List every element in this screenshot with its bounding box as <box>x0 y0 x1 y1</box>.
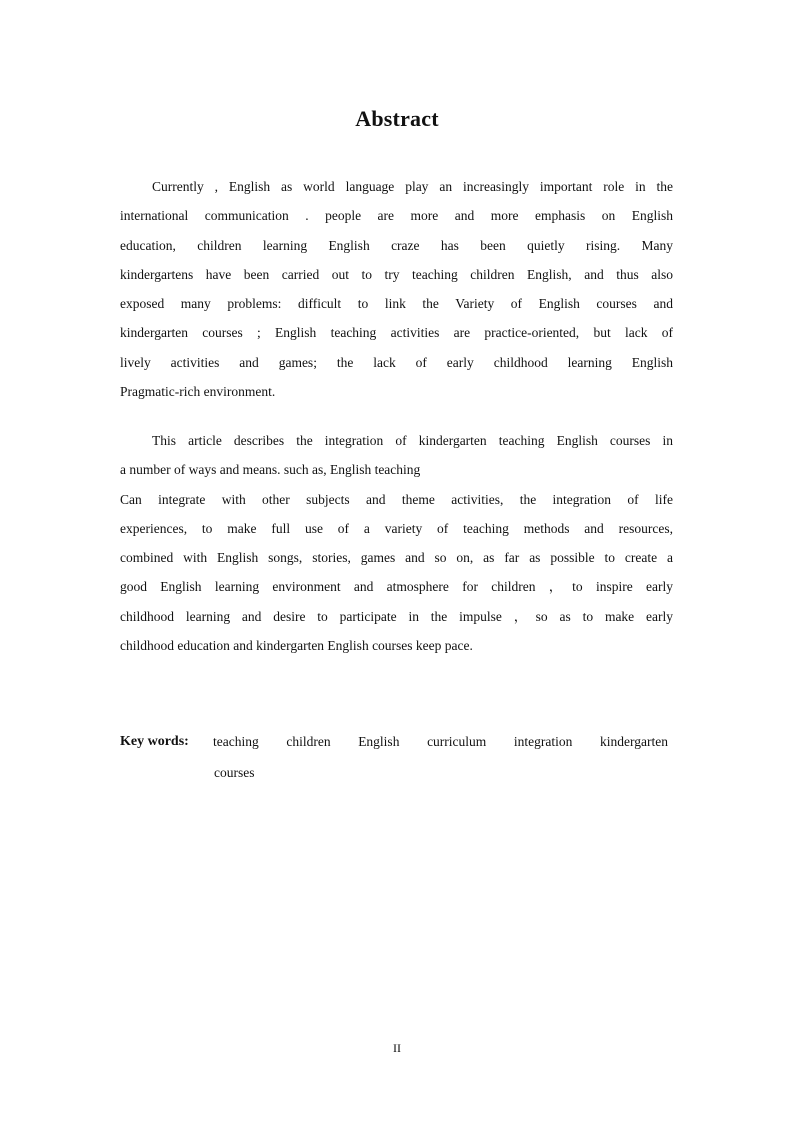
abstract-title: Abstract <box>355 106 439 131</box>
abstract-paragraph-2 <box>120 426 673 660</box>
paragraph-line: international communication . people are more and more emphasis on English <box>120 208 673 224</box>
paragraph-line: Currently , English as world language play an increasingly important role in the <box>152 179 673 194</box>
paragraph-line: childhood learning and desire to participate in the impulse ，so as to make early <box>120 608 673 624</box>
page-number: II <box>393 1041 401 1055</box>
keyword: teaching <box>213 734 259 749</box>
paragraph-line: kindergartens have been carried out to try teaching children English, and thus also <box>120 266 673 282</box>
paragraph-line: experiences, to make full use of a variety of teaching methods and resources, <box>120 520 673 536</box>
paragraph-line: a number of ways and means. such as, English teaching <box>120 462 421 478</box>
paragraph-line: Pragmatic-rich environment. <box>120 384 276 400</box>
paragraph-line: education, children learning English craze has been quietly rising. Many <box>120 237 673 253</box>
paragraph-line: kindergarten courses ; English teaching activities are practice-oriented, but lack of <box>120 325 673 341</box>
keyword: children <box>286 734 331 749</box>
paragraph-line: lively activities and games; the lack of early childhood learning English <box>120 354 673 370</box>
paragraph-line: Can integrate with other subjects and theme activities, the integration of life <box>120 491 673 507</box>
keyword: integration <box>513 734 573 749</box>
abstract-paragraph-1 <box>120 172 673 406</box>
keyword: curriculum <box>427 734 487 749</box>
paragraph-line: good English learning environment and atmosphere for children ，to inspire early <box>120 579 673 595</box>
paragraph-line: childhood education and kindergarten English courses keep pace. <box>120 638 473 654</box>
paragraph-line: exposed many problems: difficult to link the Variety of English courses and <box>120 296 673 312</box>
paragraph-line: combined with English songs, stories, games and so on, as far as possible to create a <box>120 550 673 566</box>
keyword: kindergarten <box>600 734 668 749</box>
keyword: English <box>358 734 400 749</box>
keyword-continuation: courses <box>214 765 255 780</box>
keywords-list <box>213 726 668 757</box>
keywords-label: Key words: <box>120 734 189 749</box>
paragraph-line: This article describes the integration of kindergarten teaching English courses in <box>152 433 673 448</box>
